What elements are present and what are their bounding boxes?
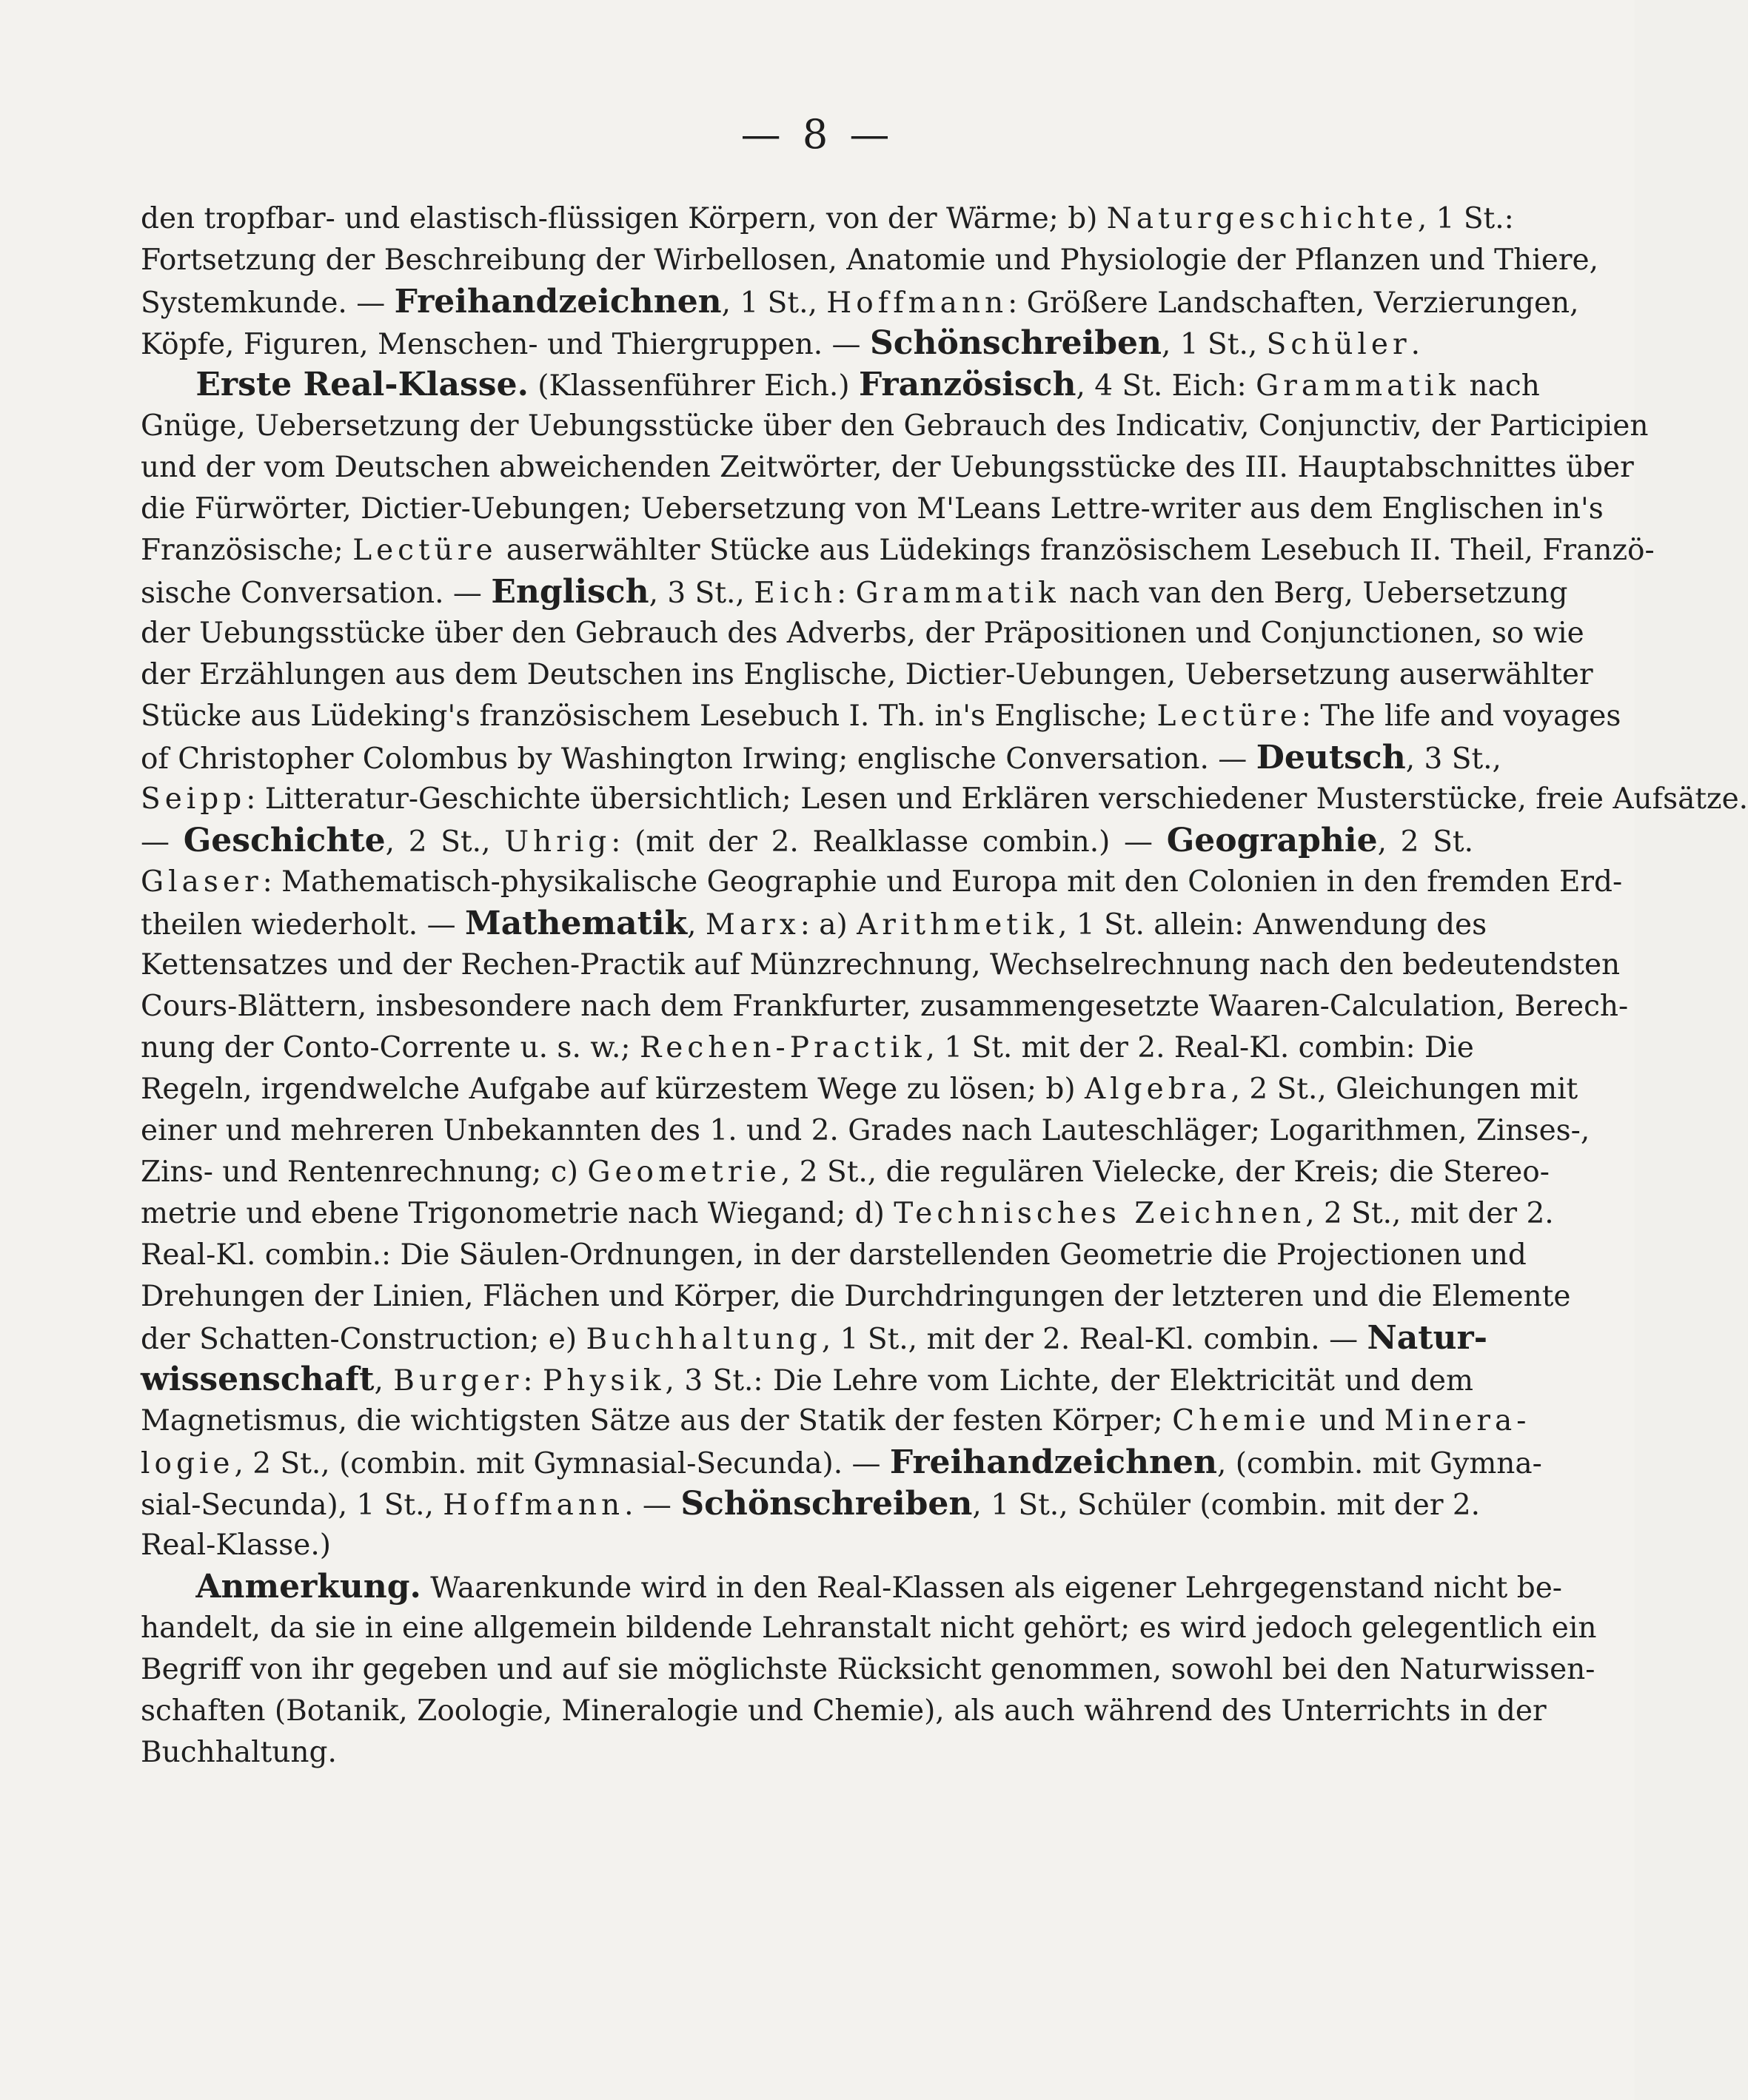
- text-line: [141, 696, 1621, 737]
- text-run: : a): [800, 908, 857, 942]
- text-run: schaften (Botanik, Zoologie, Mineralogie und Chemie), als auch während des Unterrichts in der: [141, 1694, 1547, 1728]
- text-run: : The life and voyages: [1301, 700, 1621, 733]
- text-run: , 1 St.:: [1417, 202, 1514, 235]
- text-run: :: [837, 577, 856, 610]
- text-run: , 1 St., mit der 2. Real-Kl. combin. —: [821, 1323, 1367, 1356]
- text-run: , 2 St., Gleichungen mit: [1230, 1073, 1578, 1106]
- text-line: [141, 613, 1584, 654]
- text-line: [141, 281, 1579, 323]
- text-run: , 2 St.,: [385, 825, 505, 859]
- text-run: , 3 St.,: [649, 577, 754, 610]
- spaced-word: Schüler: [1266, 328, 1411, 361]
- heading-word: Schönschreiben: [869, 324, 1162, 362]
- text-run: , 1 St., Schüler (combin. mit der 2.: [972, 1489, 1481, 1522]
- text-line: [141, 447, 1634, 489]
- text-run: nach: [1460, 369, 1540, 403]
- text-line: [141, 1649, 1595, 1691]
- text-run: theilen wiederholt. —: [141, 908, 465, 942]
- text-run: Zins- und Rentenrechnung; c): [141, 1155, 588, 1189]
- text-line: [141, 323, 1473, 364]
- heading-word: Freihandzeichnen: [889, 1443, 1217, 1481]
- text-run: der Schatten-Construction; e): [141, 1323, 586, 1356]
- text-line: [141, 240, 1598, 281]
- text-run: , 1 St.,: [721, 286, 827, 320]
- text-line: [141, 1152, 1550, 1193]
- spaced-word: Grammatik: [1256, 369, 1461, 403]
- text-line: [141, 737, 1501, 779]
- text-line: [141, 1566, 1562, 1608]
- text-run: Waarenkunde wird in den Real-Klassen als eigener Lehrgegenstand nicht be-: [421, 1571, 1562, 1605]
- text-run: einer und mehreren Unbekannten des 1. und 2. Grades nach Lauteschläger; Logarithmen, Zinses-,: [141, 1114, 1590, 1147]
- text-line: [141, 571, 1568, 613]
- spaced-word: Uhrig: [504, 825, 612, 859]
- text-run: (Klassenführer Eich.): [528, 369, 859, 403]
- text-run: , 1 St.,: [1162, 328, 1267, 361]
- text-run: Stücke aus Lüdeking's französischem Lesebuch I. Th. in's Englische;: [141, 700, 1157, 733]
- heading-word: Schönschreiben: [680, 1485, 973, 1523]
- text-line: [141, 1193, 1554, 1235]
- text-run: , 2 St.: [1377, 825, 1473, 859]
- text-line: [141, 1069, 1578, 1110]
- spaced-word: Lectüre: [352, 534, 498, 567]
- text-line: [141, 903, 1487, 945]
- text-run: [141, 369, 195, 403]
- spaced-word: Grammatik: [855, 577, 1060, 610]
- text-run: , 1 St. allein: Anwendung des: [1058, 908, 1487, 942]
- text-run: der Erzählungen aus dem Deutschen ins Englische, Dictier-Uebungen, Uebersetzung auserwählter: [141, 658, 1593, 691]
- text-run: , 3 St.: Die Lehre vom Lichte, der Elektricität und dem: [665, 1364, 1473, 1398]
- spaced-word: Physik: [542, 1364, 666, 1398]
- text-run: : Größere Landschaften, Verzierungen,: [1008, 286, 1579, 320]
- text-run: ,: [374, 1364, 394, 1398]
- heading-word: Freihandzeichnen: [394, 283, 722, 321]
- heading-word: Englisch: [491, 573, 649, 611]
- text-line: [141, 1235, 1527, 1276]
- heading-word: wissenschaft: [141, 1361, 375, 1398]
- spaced-word: Burger: [393, 1364, 523, 1398]
- spaced-word: Chemie: [1172, 1404, 1310, 1438]
- text-run: Fortsetzung der Beschreibung der Wirbellosen, Anatomie und Physiologie der Pflanzen und Thiere,: [141, 244, 1598, 277]
- text-run: Cours-Blättern, insbesondere nach dem Frankfurter, zusammengesetzte Waaren-Calculation, Berech-: [141, 990, 1629, 1023]
- text-run: den tropfbar- und elastisch-flüssigen Körpern, von der Wärme; b): [141, 202, 1107, 235]
- spaced-word: Algebra: [1085, 1073, 1231, 1106]
- text-run: —: [141, 825, 184, 859]
- spaced-word: Marx: [705, 908, 800, 942]
- heading-word: Anmerkung.: [195, 1568, 421, 1606]
- text-line: [141, 654, 1593, 696]
- text-line: [141, 1027, 1473, 1069]
- text-run: Französische;: [141, 534, 353, 567]
- text-line: [141, 364, 1540, 406]
- text-line: [141, 198, 1514, 240]
- spaced-word: logie: [141, 1447, 235, 1480]
- text-run: :: [523, 1364, 543, 1398]
- text-run: [141, 1571, 195, 1605]
- heading-word: Mathematik: [464, 905, 688, 942]
- page-number: — 8 —: [740, 111, 894, 158]
- heading-word: Geographie: [1166, 822, 1378, 859]
- spaced-word: Glaser: [141, 865, 263, 899]
- text-line: [141, 986, 1629, 1027]
- heading-word: Deutsch: [1256, 739, 1406, 776]
- text-run: metrie und ebene Trigonometrie nach Wiegand; d): [141, 1197, 894, 1230]
- text-run: , 2 St., die regulären Vielecke, der Kreis; die Stereo-: [780, 1155, 1550, 1189]
- text-line: [141, 779, 1748, 820]
- spaced-word: Geometrie: [587, 1155, 781, 1189]
- text-run: Real-Kl. combin.: Die Säulen-Ordnungen, in der darstellenden Geometrie die Projectionen und: [141, 1238, 1527, 1272]
- spaced-word: Arithmetik: [857, 908, 1059, 942]
- text-line: [141, 1276, 1571, 1318]
- text-line: [141, 489, 1604, 530]
- heading-word: Natur-: [1367, 1319, 1487, 1357]
- spaced-word: Lectüre: [1156, 700, 1302, 733]
- text-line: [141, 406, 1649, 447]
- text-run: Gnüge, Uebersetzung der Uebungsstücke über den Gebrauch des Indicativ, Conjunctiv, der Participien: [141, 409, 1649, 443]
- text-run: , 4 St. Eich:: [1076, 369, 1256, 403]
- text-line: [141, 1608, 1597, 1649]
- text-run: , 2 St., mit der 2.: [1305, 1197, 1554, 1230]
- text-line: [141, 1483, 1481, 1525]
- spaced-word: Seipp: [141, 782, 247, 816]
- text-run: und: [1310, 1404, 1384, 1438]
- spaced-word: Rechen-Practik: [639, 1031, 926, 1064]
- text-line: [141, 1359, 1473, 1400]
- text-run: : Litteratur-Geschichte übersichtlich; Lesen und Erklären verschiedener Musterstücke, freie Aufsätze.: [246, 782, 1748, 816]
- spaced-word: Hoffmann: [826, 286, 1008, 320]
- text-run: die Fürwörter, Dictier-Uebungen; Uebersetzung von M'Leans Lettre-writer aus dem Englischen in's: [141, 492, 1604, 526]
- heading-word: Geschichte: [183, 822, 386, 859]
- text-line: [141, 1525, 1473, 1566]
- text-run: nach van den Berg, Uebersetzung: [1059, 577, 1568, 610]
- text-run: Magnetismus, die wichtigsten Sätze aus der Statik der festen Körper;: [141, 1404, 1173, 1438]
- text-run: Köpfe, Figuren, Menschen- und Thiergruppen. —: [141, 328, 870, 361]
- text-run: auserwählter Stücke aus Lüdekings französischem Lesebuch II. Theil, Franzö-: [497, 534, 1655, 567]
- spaced-word: Technisches Zeichnen: [894, 1197, 1306, 1230]
- text-line: [141, 945, 1621, 986]
- text-line: [141, 1400, 1531, 1442]
- text-line: [141, 862, 1623, 903]
- text-run: Drehungen der Linien, Flächen und Körper, die Durchdringungen der letzteren und die Elemente: [141, 1280, 1571, 1313]
- text-run: of Christopher Colombus by Washington Irwing; englische Conversation. —: [141, 742, 1256, 776]
- text-run: Real-Klasse.): [141, 1529, 331, 1562]
- text-run: .: [1410, 328, 1421, 361]
- heading-word: Erste Real-Klasse.: [195, 366, 529, 403]
- text-line: [141, 1732, 1473, 1774]
- text-run: , 1 St. mit der 2. Real-Kl. combin: Die: [925, 1031, 1474, 1064]
- spaced-word: Buchhaltung: [586, 1323, 822, 1356]
- text-run: , 3 St.,: [1405, 742, 1501, 776]
- heading-word: Französisch: [858, 366, 1076, 403]
- text-line: [141, 1318, 1487, 1359]
- text-run: und der vom Deutschen abweichenden Zeitwörter, der Uebungsstücke des III. Hauptabschnittes über: [141, 451, 1634, 484]
- text-run: sial-Secunda), 1 St.,: [141, 1489, 443, 1522]
- text-run: sische Conversation. —: [141, 577, 492, 610]
- text-run: : Mathematisch-physikalische Geographie und Europa mit den Colonien in den fremden Erd-: [262, 865, 1623, 899]
- spaced-word: Eich: [754, 577, 837, 610]
- text-run: der Uebungsstücke über den Gebrauch des Adverbs, der Präpositionen und Conjunctionen, so wie: [141, 617, 1584, 650]
- text-run: nung der Conto-Corrente u. s. w.;: [141, 1031, 640, 1064]
- text-run: . —: [624, 1489, 681, 1522]
- text-line: [141, 1110, 1590, 1152]
- text-line: [141, 1442, 1542, 1483]
- text-run: , (combin. mit Gymna-: [1216, 1447, 1542, 1480]
- text-run: Regeln, irgendwelche Aufgabe auf kürzestem Wege zu lösen; b): [141, 1073, 1085, 1106]
- text-run: , 2 St., (combin. mit Gymnasial-Secunda). —: [234, 1447, 890, 1480]
- text-run: Kettensatzes und der Rechen-Practik auf Münzrechnung, Wechselrechnung nach den bedeutendsten: [141, 948, 1621, 982]
- spaced-word: Hoffmann: [443, 1489, 625, 1522]
- text-line: [141, 1691, 1547, 1732]
- spaced-word: Minera-: [1384, 1404, 1531, 1438]
- text-run: Begriff von ihr gegeben und auf sie möglichste Rücksicht genommen, sowohl bei den Naturwissen-: [141, 1653, 1595, 1686]
- spaced-word: Naturgeschichte: [1106, 202, 1418, 235]
- text-run: Buchhaltung.: [141, 1736, 337, 1769]
- text-run: Systemkunde. —: [141, 286, 395, 320]
- body-text: [141, 198, 1748, 1774]
- text-run: ,: [687, 908, 706, 942]
- text-line: [141, 530, 1655, 571]
- text-run: : (mit der 2. Realklasse combin.) —: [611, 825, 1167, 859]
- text-line: [141, 820, 1473, 862]
- text-run: handelt, da sie in eine allgemein bildende Lehranstalt nicht gehört; es wird jedoch gelegentlich ein: [141, 1611, 1597, 1645]
